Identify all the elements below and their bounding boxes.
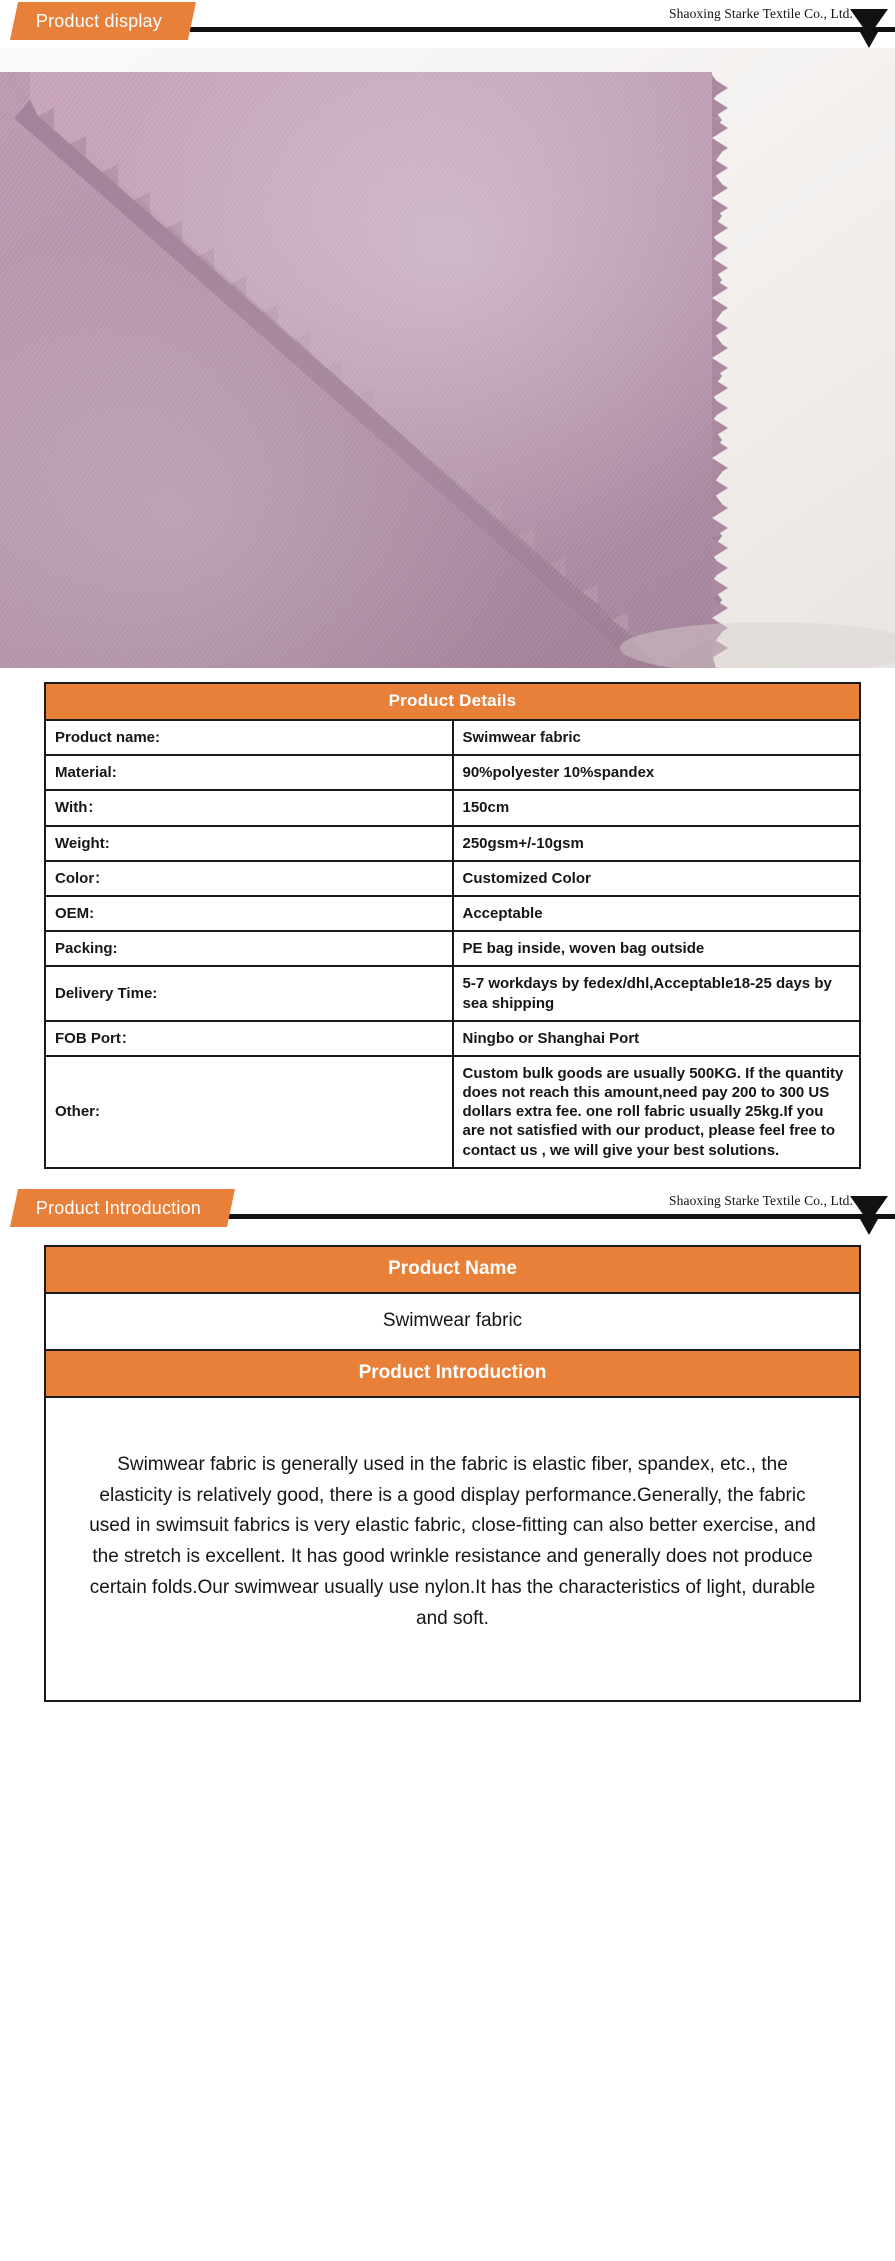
product-photo	[0, 48, 895, 668]
table-row	[45, 790, 860, 825]
table-row	[45, 720, 860, 755]
table-row	[45, 896, 860, 931]
row-key-fob-port: FOB Port：	[45, 1021, 453, 1056]
table-row	[45, 931, 860, 966]
product-details-section	[0, 668, 895, 1169]
row-value-product-name: Swimwear fabric	[453, 720, 861, 755]
row-key-weight: Weight:	[45, 826, 453, 861]
row-value-packing: PE bag inside, woven bag outside	[453, 931, 861, 966]
company-name: Shaoxing Starke Textile Co., Ltd.	[669, 6, 853, 21]
table-row	[45, 1056, 860, 1168]
table-row	[45, 1293, 860, 1350]
row-key-other: Other:	[45, 1056, 453, 1168]
company-name: Shaoxing Starke Textile Co., Ltd.	[669, 1192, 853, 1208]
section-banner-product-introduction	[0, 1187, 895, 1235]
row-value-fob-port: Ningbo or Shanghai Port	[453, 1021, 861, 1056]
row-key-product-name: Product name:	[45, 720, 453, 755]
row-key-delivery-time: Delivery Time:	[45, 966, 453, 1020]
row-value-width: 150cm	[453, 790, 861, 825]
table-row	[45, 861, 860, 896]
row-key-material: Material:	[45, 755, 453, 790]
product-name-header: Product Name	[45, 1246, 860, 1293]
product-introduction-body-text: Swimwear fabric is generally used in the fabric is elastic fiber, spandex, etc., the elasticity is relatively good, there is a good display performance.Generally, the fabric used in swimsuit fabrics is very elastic fabric, close-fitting can also better exercise, and the stretch is excellent. It has good wrinkle resistance and generally does not produce certain folds.Our swimwear usually use nylon.It has the characteristics of light, durable and soft.	[45, 1397, 860, 1702]
fabric-image	[0, 48, 895, 668]
table-row	[45, 1246, 860, 1293]
triangle-down-icon	[847, 1193, 891, 1237]
row-key-oem: OEM:	[45, 896, 453, 931]
table-row	[45, 1021, 860, 1056]
table-row	[45, 1397, 860, 1702]
row-key-color: Color：	[45, 861, 453, 896]
table-row	[45, 1350, 860, 1397]
section-tag-product-display	[10, 2, 196, 40]
section-banner-product-display	[0, 0, 895, 48]
row-value-weight: 250gsm+/-10gsm	[453, 826, 861, 861]
table-row	[45, 755, 860, 790]
table-header-row	[45, 683, 860, 720]
banner-rule	[190, 27, 895, 32]
table-row	[45, 966, 860, 1020]
banner-rule	[190, 1214, 895, 1219]
product-introduction-table	[44, 1245, 861, 1703]
row-key-packing: Packing:	[45, 931, 453, 966]
triangle-down-icon	[847, 6, 891, 50]
row-value-material: 90%polyester 10%spandex	[453, 755, 861, 790]
product-details-header: Product Details	[45, 683, 860, 720]
row-value-other: Custom bulk goods are usually 500KG. If the quantity does not reach this amount,need pay 200 to 300 US dollars extra fee. one roll fabric usually 25kg.If you are not satisfied with our product, please feel free to contact us , we will give your best solutions.	[453, 1056, 861, 1168]
product-details-body	[45, 683, 860, 1168]
section-tag-label: Product Introduction	[36, 1197, 202, 1218]
row-key-width: With：	[45, 790, 453, 825]
section-tag-label: Product display	[36, 10, 163, 31]
row-value-color: Customized Color	[453, 861, 861, 896]
product-introduction-section	[0, 1235, 895, 1731]
table-row	[45, 826, 860, 861]
section-tag-product-introduction	[10, 1189, 235, 1227]
row-value-delivery-time: 5-7 workdays by fedex/dhl,Acceptable18-25 days by sea shipping	[453, 966, 861, 1020]
product-name-value: Swimwear fabric	[45, 1293, 860, 1350]
product-details-table	[44, 682, 861, 1169]
product-introduction-body	[45, 1246, 860, 1702]
row-value-oem: Acceptable	[453, 896, 861, 931]
product-introduction-header: Product Introduction	[45, 1350, 860, 1397]
